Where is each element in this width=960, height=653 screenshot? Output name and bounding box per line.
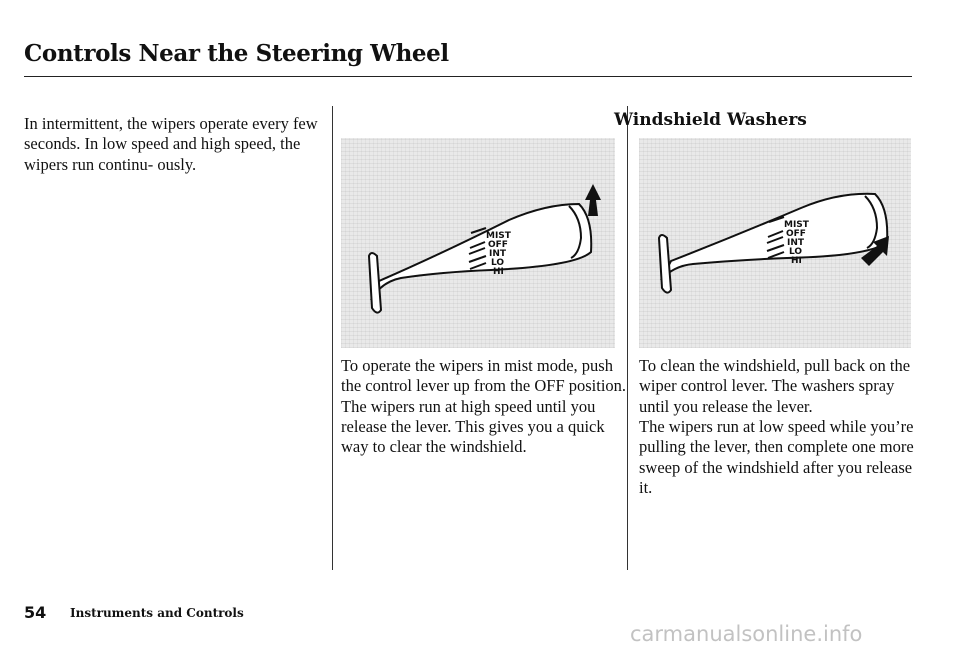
hi-label: HI	[791, 256, 802, 266]
wiper-lever-illustration	[659, 194, 887, 293]
mist-label: MIST	[486, 231, 511, 241]
int-label: INT	[787, 238, 805, 248]
washer-sweep-description: The wipers run at low speed while you’re pulling the lever, then complete one more sweep of the windshield after you release it.	[639, 417, 914, 497]
mist-label: MIST	[784, 220, 809, 230]
off-label: OFF	[786, 229, 806, 239]
lo-label: LO	[789, 247, 803, 257]
header-divider	[24, 76, 912, 77]
washer-operation-description: To clean the windshield, pull back on the wiper control lever. The washers spray until you release the lever.	[639, 356, 911, 416]
column-divider-left	[332, 106, 333, 570]
watermark: carmanualsonline.info	[630, 622, 863, 646]
page-title: Controls Near the Steering Wheel	[24, 40, 449, 67]
windshield-washers-heading: Windshield Washers	[614, 110, 807, 130]
off-label: OFF	[488, 240, 508, 250]
intermittent-description: In intermittent, the wipers operate every few seconds. In low speed and high speed, the wipers run continu- ously.	[24, 114, 318, 174]
int-label: INT	[489, 249, 507, 259]
wiper-lever-mist-figure	[341, 138, 615, 348]
page-number: 54	[24, 603, 47, 622]
hi-label: HI	[493, 267, 504, 277]
column-divider-right	[627, 106, 628, 570]
wiper-lever-washer-figure	[639, 138, 911, 348]
mist-mode-description: To operate the wipers in mist mode, push the control lever up from the OFF position. The wipers run at high speed until you release the lever. This gives you a quick way to clear the windshield.	[341, 356, 627, 457]
push-up-arrow-icon	[585, 184, 601, 216]
lo-label: LO	[491, 258, 505, 268]
section-name: Instruments and Controls	[70, 606, 244, 620]
